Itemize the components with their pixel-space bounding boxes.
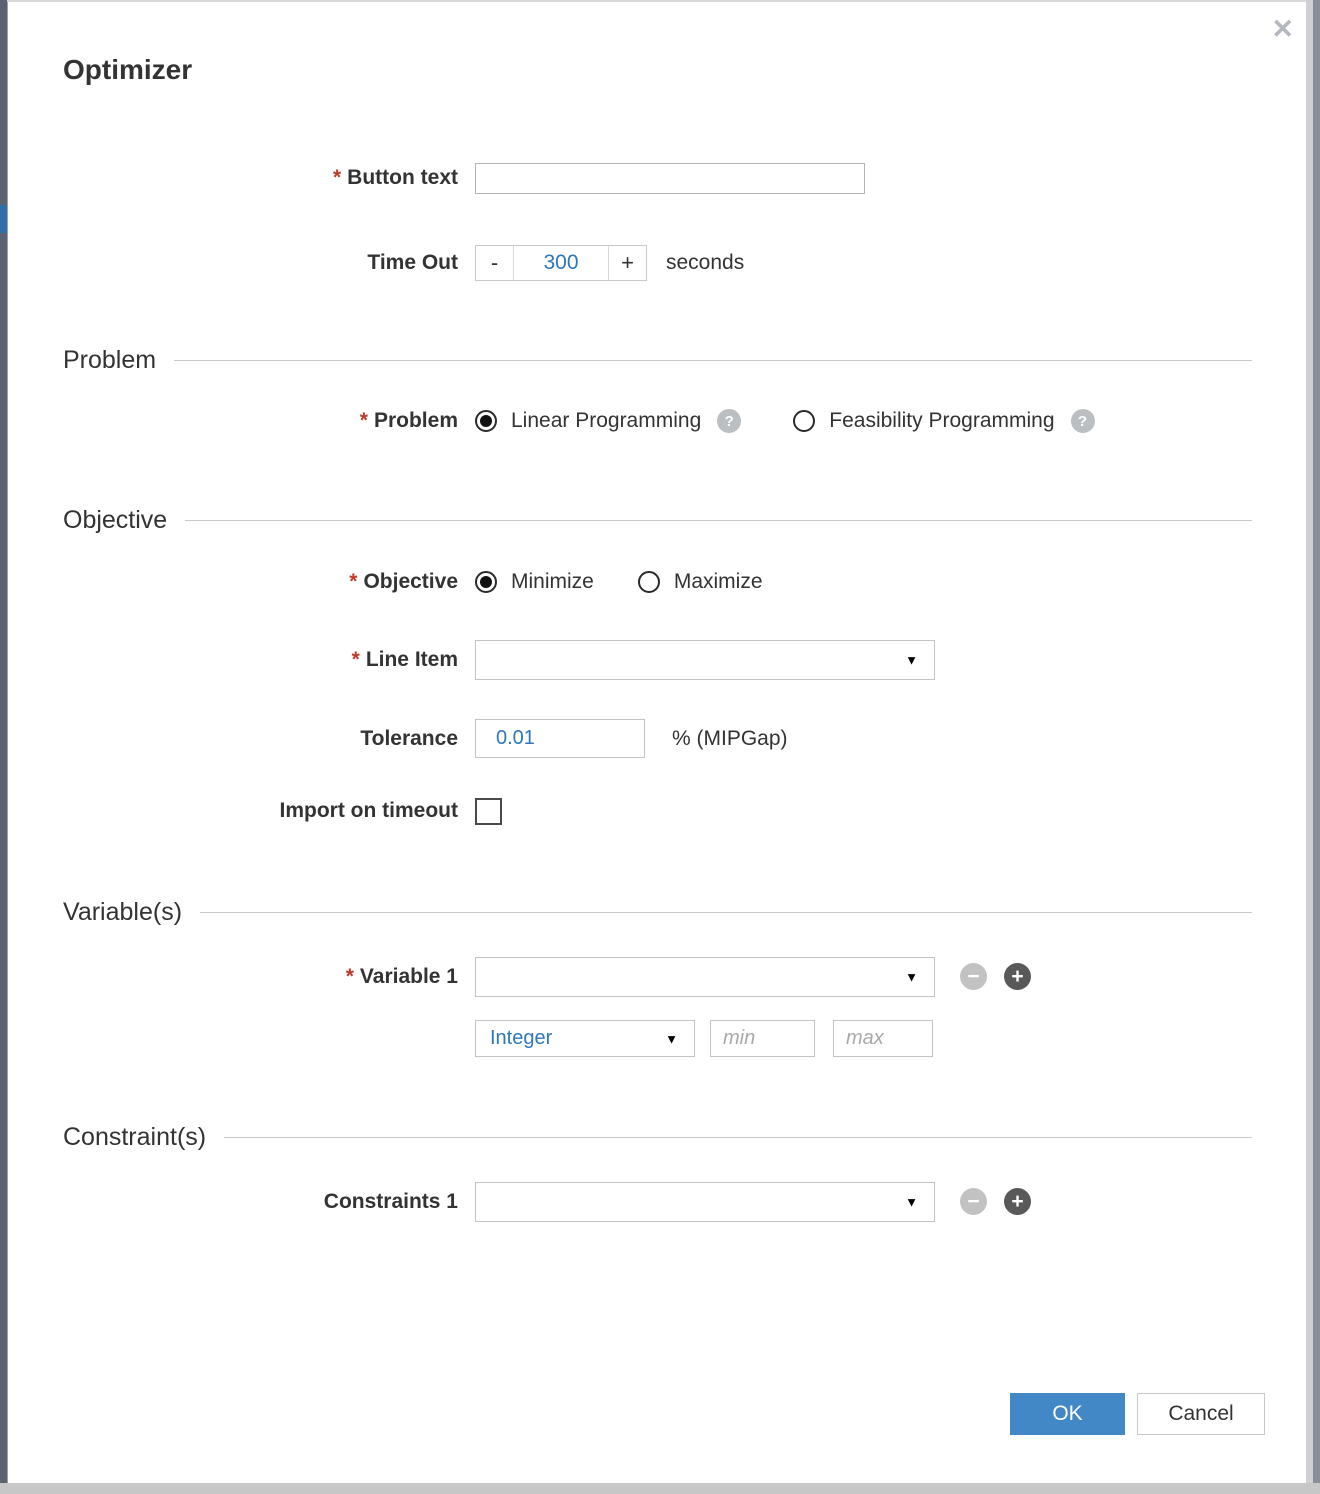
radio-unselected-icon bbox=[638, 571, 660, 593]
radio-selected-icon bbox=[475, 410, 497, 432]
constraints-1-label: Constraints 1 bbox=[323, 1189, 458, 1213]
tolerance-label: Tolerance bbox=[360, 726, 458, 750]
button-text-input[interactable] bbox=[475, 163, 865, 194]
chevron-down-icon: ▼ bbox=[905, 1194, 918, 1209]
remove-constraint-button[interactable]: − bbox=[960, 1188, 987, 1215]
add-variable-button[interactable]: + bbox=[1004, 963, 1031, 990]
problem-section-header bbox=[63, 344, 1252, 376]
time-out-row bbox=[8, 245, 1306, 281]
radio-selected-icon bbox=[475, 571, 497, 593]
add-constraint-button[interactable]: + bbox=[1004, 1188, 1031, 1215]
tolerance-row bbox=[8, 719, 1306, 758]
line-item-label: * Line Item bbox=[351, 648, 458, 671]
cancel-button[interactable]: Cancel bbox=[1137, 1393, 1265, 1435]
section-divider bbox=[185, 520, 1252, 521]
variable-1-label: * Variable 1 bbox=[345, 964, 458, 988]
section-divider bbox=[224, 1137, 1252, 1138]
radio-unselected-icon bbox=[793, 410, 815, 432]
button-text-row bbox=[8, 162, 1306, 194]
stepper-decrement-button[interactable]: - bbox=[476, 246, 514, 280]
modal-left-border bbox=[7, 0, 8, 1494]
section-divider bbox=[174, 360, 1252, 361]
objective-field-label: * Objective bbox=[349, 570, 458, 593]
radio-maximize[interactable]: Maximize bbox=[638, 570, 763, 594]
constraints-1-dropdown[interactable] bbox=[475, 1182, 935, 1222]
line-item-row bbox=[8, 640, 1306, 680]
variables-section-heading: Variable(s) bbox=[63, 897, 183, 926]
objective-section-header bbox=[63, 504, 1252, 536]
constraints-1-row bbox=[8, 1181, 1306, 1222]
time-out-stepper bbox=[475, 245, 647, 281]
required-asterisk: * bbox=[351, 648, 360, 671]
tolerance-suffix: % (MIPGap) bbox=[672, 726, 788, 750]
stepper-increment-button[interactable]: + bbox=[608, 246, 646, 280]
import-on-timeout-label: Import on timeout bbox=[279, 799, 458, 822]
radio-feasibility-programming[interactable]: Feasibility Programming bbox=[793, 409, 1054, 433]
variable-type-dropdown-value: Integer bbox=[490, 1027, 553, 1049]
constraints-section-header bbox=[63, 1121, 1252, 1153]
time-out-label: Time Out bbox=[367, 251, 458, 274]
import-on-timeout-checkbox[interactable] bbox=[475, 798, 502, 825]
background-sidebar-accent bbox=[0, 205, 7, 233]
window-right-edge bbox=[1313, 0, 1320, 1494]
button-text-label: * Button text bbox=[332, 166, 458, 189]
scrollbar-track[interactable] bbox=[1306, 0, 1313, 1494]
variables-section-header bbox=[63, 896, 1252, 928]
radio-linear-programming[interactable]: Linear Programming bbox=[475, 409, 701, 433]
remove-variable-button[interactable]: − bbox=[960, 963, 987, 990]
variable-type-dropdown[interactable] bbox=[475, 1020, 695, 1057]
constraints-section-heading: Constraint(s) bbox=[63, 1122, 207, 1151]
required-asterisk: * bbox=[345, 964, 354, 988]
chevron-down-icon: ▼ bbox=[665, 1031, 678, 1046]
problem-field-row bbox=[8, 406, 1306, 436]
required-asterisk: * bbox=[349, 570, 358, 593]
objective-section-heading: Objective bbox=[63, 505, 168, 534]
radio-minimize[interactable]: Minimize bbox=[475, 570, 594, 594]
variable-max-input[interactable] bbox=[833, 1020, 933, 1057]
time-out-suffix: seconds bbox=[666, 251, 745, 274]
variable-min-input[interactable] bbox=[710, 1020, 815, 1057]
dialog-footer bbox=[8, 1393, 1306, 1435]
variable-1-row bbox=[8, 956, 1306, 997]
required-asterisk: * bbox=[332, 166, 342, 189]
ok-button[interactable]: OK bbox=[1010, 1393, 1125, 1435]
tolerance-input[interactable] bbox=[475, 719, 645, 758]
variable-1-dropdown[interactable] bbox=[475, 957, 935, 997]
chevron-down-icon: ▼ bbox=[905, 652, 918, 668]
close-icon[interactable]: ✕ bbox=[1271, 14, 1294, 44]
optimizer-dialog bbox=[8, 2, 1306, 1483]
variable-1-type-row bbox=[8, 1020, 1306, 1057]
required-asterisk: * bbox=[359, 409, 368, 432]
line-item-dropdown[interactable] bbox=[475, 640, 935, 680]
problem-field-label: * Problem bbox=[359, 409, 458, 432]
objective-field-row bbox=[8, 567, 1306, 597]
dialog-title: Optimizer bbox=[63, 54, 193, 85]
window-bottom-edge bbox=[0, 1483, 1320, 1494]
modal-top-border bbox=[7, 0, 1306, 2]
time-out-value-input[interactable] bbox=[514, 246, 608, 280]
help-icon[interactable]: ? bbox=[717, 409, 741, 433]
section-divider bbox=[200, 912, 1252, 913]
import-on-timeout-row bbox=[8, 796, 1306, 826]
problem-section-heading: Problem bbox=[63, 345, 157, 374]
chevron-down-icon: ▼ bbox=[905, 969, 918, 984]
help-icon[interactable]: ? bbox=[1071, 409, 1095, 433]
